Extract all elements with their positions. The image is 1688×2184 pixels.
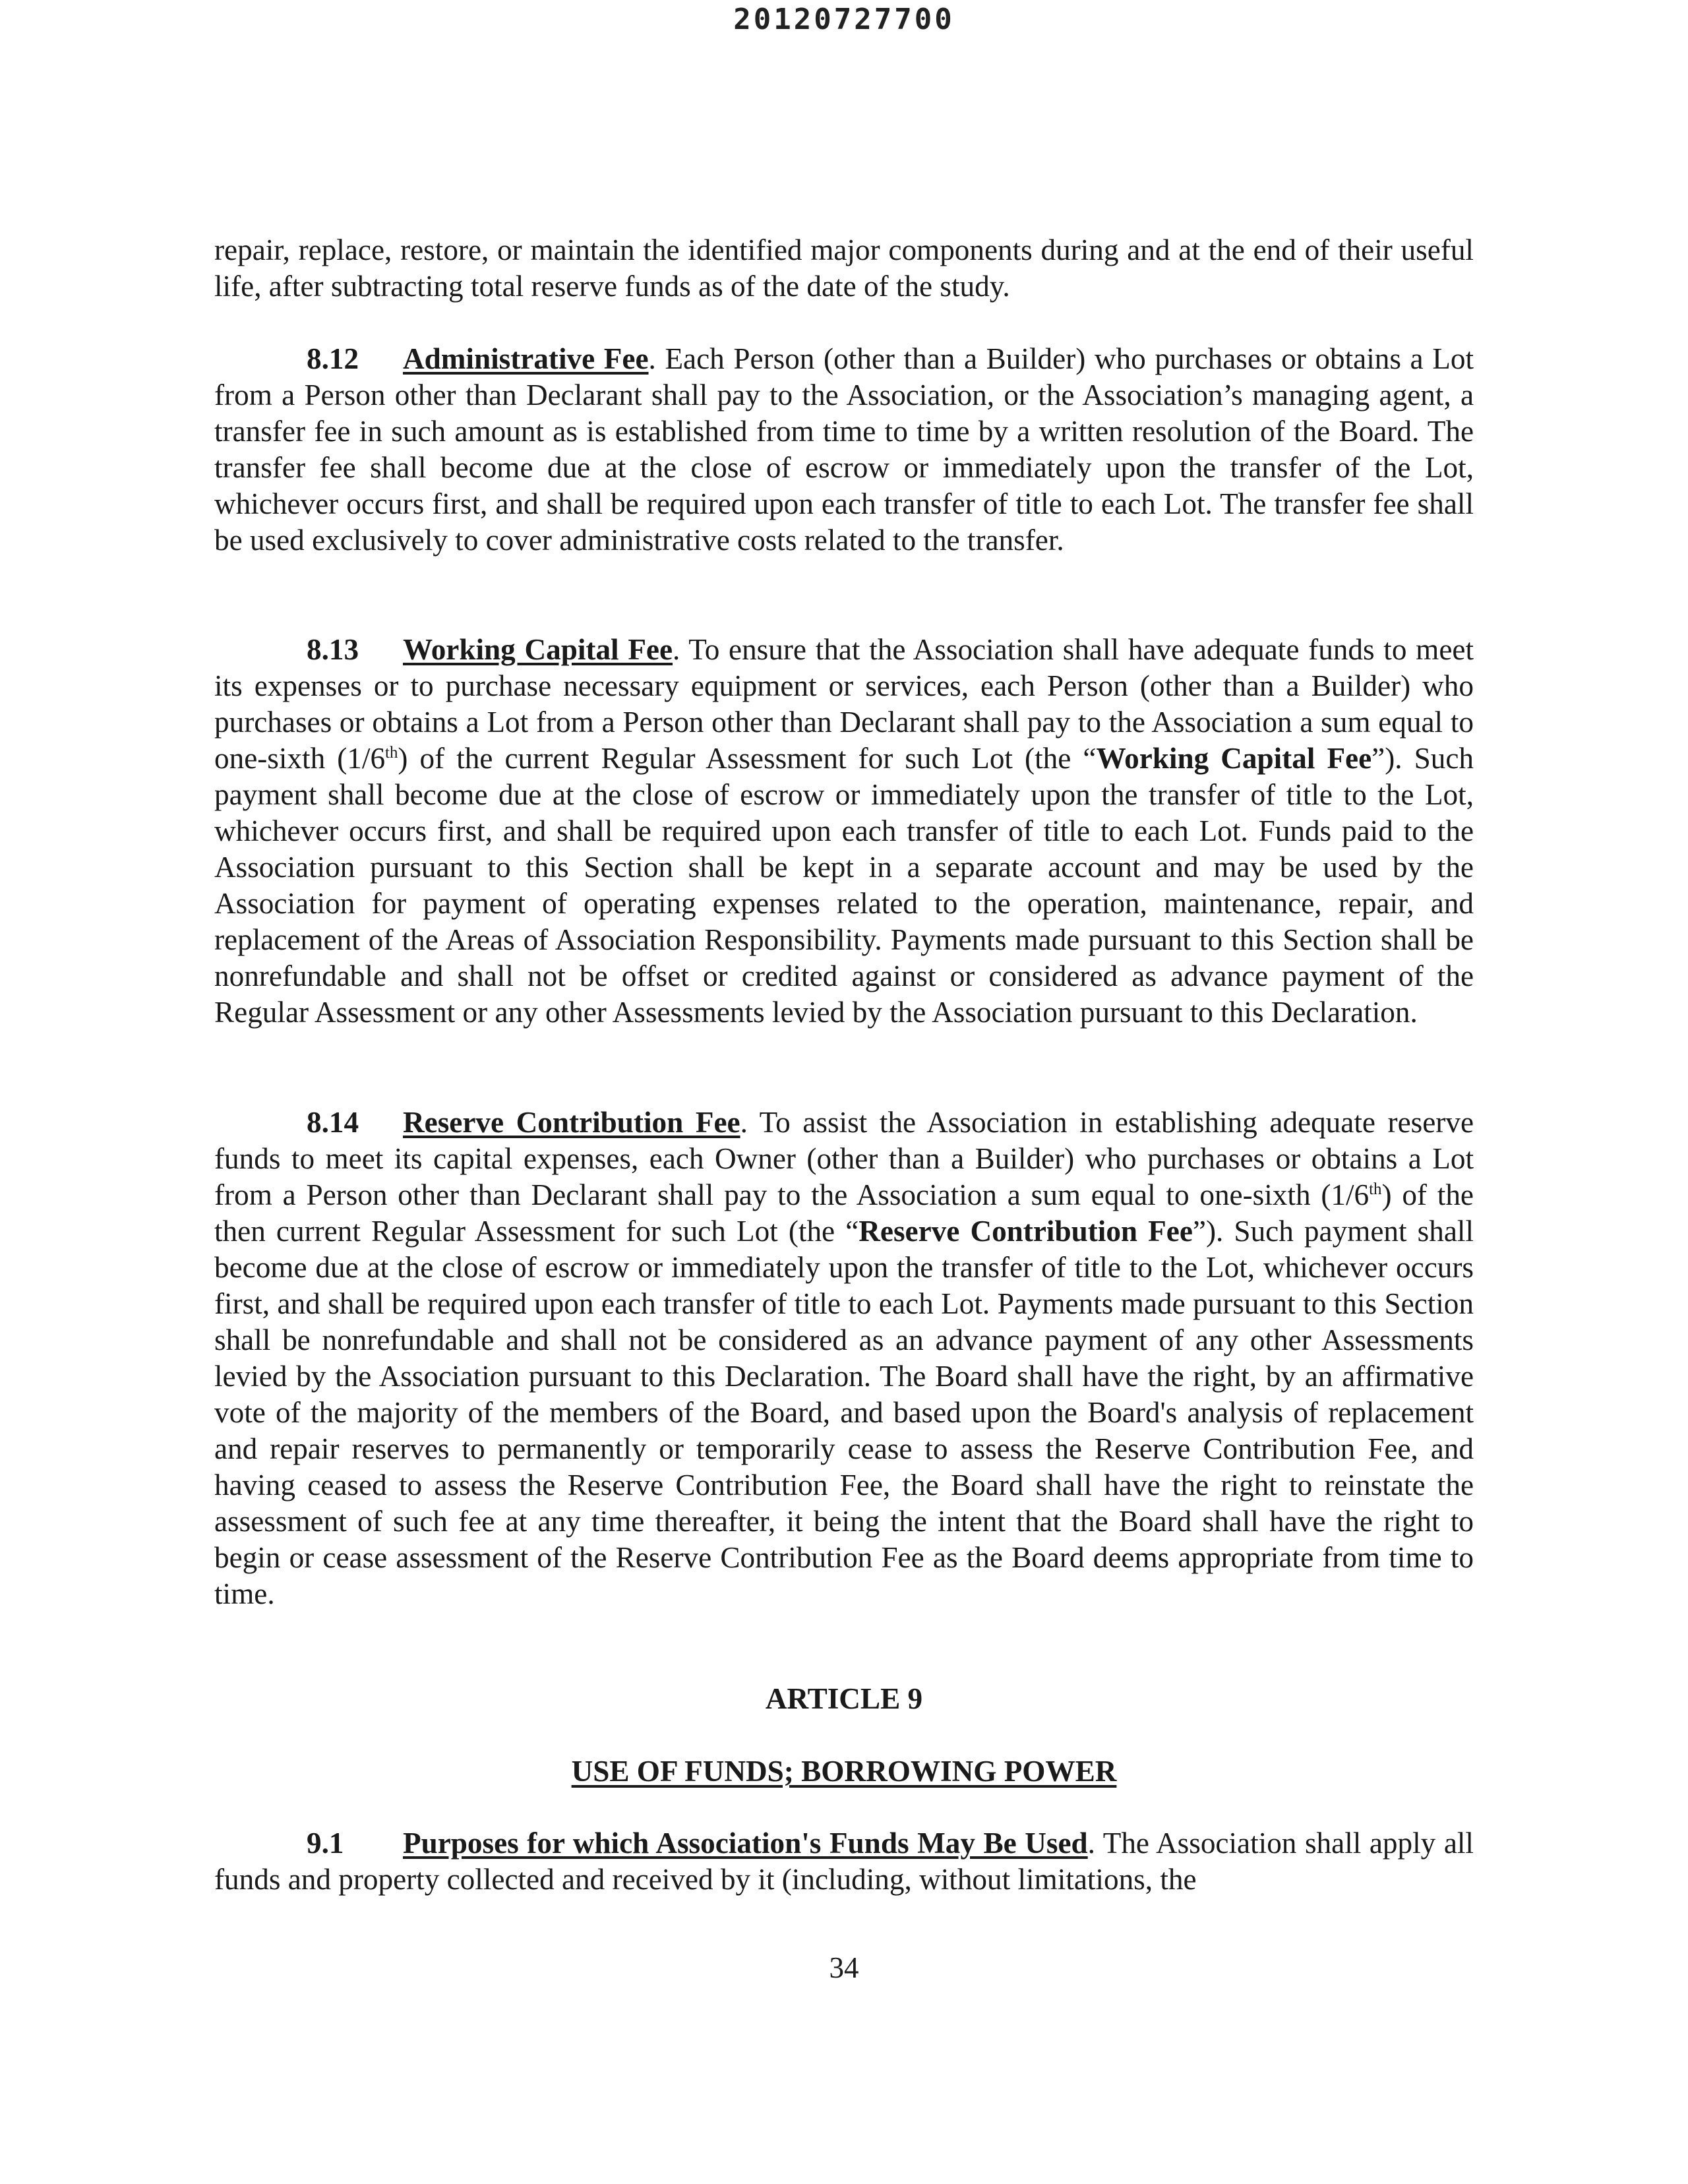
section-8-14-text-b: ) of the then current Regular Assessment for such Lot (the “ (214, 1178, 1474, 1248)
section-8-13-text-a: . To ensure that the Association shall have adequate funds to meet its expenses or to purchase necessary equipment or services, each Person (other than a Builder) who purchases or obtains a Lot from a Person other than Declarant shall pay to the Association a sum equal to one-sixth (1/6 (214, 633, 1474, 775)
continuation-paragraph: repair, replace, restore, or maintain the identified major components during and at the end of their useful life, after subtracting total reserve funds as of the date of the study. (214, 233, 1474, 303)
section-8-12-paragraph (214, 341, 1474, 559)
section-9-1-paragraph (214, 1825, 1474, 1898)
document-number: 20120727700 (733, 3, 955, 36)
section-8-13-text-b: ) of the current Regular Assessment for such Lot (the “ (398, 742, 1097, 775)
section-8-14-superscript: th (1369, 1180, 1382, 1198)
section-8-12-title: Administrative Fee (403, 342, 649, 375)
section-8-13-text-c: ”). Such payment shall become due at the close of escrow or immediately upon the transfer of title to the Lot, whichever occurs first, and shall be required upon each transfer of title to each Lot. Funds paid to the Association pursuant to this Section shall be kept in a separate account and may be used by the Association for payment of operating expenses related to the operation, maintenance, repair, and replacement of the Areas of Association Responsibility. Payments made pursuant to this Section shall be nonrefundable and shall not be offset or credited against or considered as advance payment of the Regular Assessment or any other Assessments levied by the Association pursuant to this Declaration. (214, 742, 1474, 1029)
article-subheading-wrap (0, 1754, 1688, 1788)
section-8-13-title: Working Capital Fee (403, 633, 673, 666)
section-8-12-number: 8.12 (307, 342, 359, 375)
section-8-13-superscript: th (385, 743, 398, 762)
page-number: 34 (829, 1951, 859, 1984)
section-9-1-number: 9.1 (307, 1827, 344, 1860)
section-8-14-text-a: . To assist the Association in establishing adequate reserve funds to meet its capital expenses, each Owner (other than a Builder) who purchases or obtains a Lot from a Person other than Declarant shall pay to the Association a sum equal to one-sixth (1/6 (214, 1106, 1474, 1211)
section-8-12-text: . Each Person (other than a Builder) who purchases or obtains a Lot from a Person other than Declarant shall pay to the Association, or the Association’s managing agent, a transfer fee in such amount as is established from time to time by a written resolution of the Board. The transfer fee shall become due at the close of escrow or immediately upon the transfer of the Lot, whichever occurs first, and shall be required upon each transfer of title to each Lot. The transfer fee shall be used exclusively to cover administrative costs related to the transfer. (214, 342, 1474, 557)
section-9-1-text: . The Association shall apply all funds and property collected and received by it (including, without limitations, the (214, 1827, 1474, 1896)
article-subheading: USE OF FUNDS; BORROWING POWER (571, 1755, 1117, 1788)
article-heading: ARTICLE 9 (765, 1682, 923, 1715)
section-8-14-title: Reserve Contribution Fee (403, 1106, 740, 1139)
section-8-14 (214, 1105, 1474, 1612)
section-8-14-defined-term: Reserve Contribution Fee (859, 1215, 1193, 1248)
section-8-13 (214, 632, 1474, 1031)
section-8-13-defined-term: Working Capital Fee (1096, 742, 1372, 775)
section-8-12 (214, 341, 1474, 559)
section-9-1 (214, 1825, 1474, 1898)
section-8-14-text-c: ”). Such payment shall become due at the close of escrow or immediately upon the transfer of title to the Lot, whichever occurs first, and shall be required upon each transfer of title to each Lot. Payments made pursuant to this Section shall be nonrefundable and shall not be considered as an advance payment of any other Assessments levied by the Association pursuant to this Declaration. The Board shall have the right, by an affirmative vote of the majority of the members of the Board, and based upon the Board's analysis of replacement and repair reserves to permanently or temporarily cease to assess the Reserve Contribution Fee, and having ceased to assess the Reserve Contribution Fee, the Board shall have the right to reinstate the assessment of such fee at any time thereafter, it being the intent that the Board shall have the right to begin or cease assessment of the Reserve Contribution Fee as the Board deems appropriate from time to time. (214, 1215, 1474, 1610)
section-8-13-number: 8.13 (307, 633, 359, 666)
section-8-14-paragraph (214, 1105, 1474, 1612)
section-9-1-title: Purposes for which Association's Funds May Be Used (403, 1827, 1088, 1860)
continuation-paragraph-block (214, 232, 1474, 305)
section-8-14-number: 8.14 (307, 1106, 359, 1139)
section-8-13-paragraph (214, 632, 1474, 1031)
